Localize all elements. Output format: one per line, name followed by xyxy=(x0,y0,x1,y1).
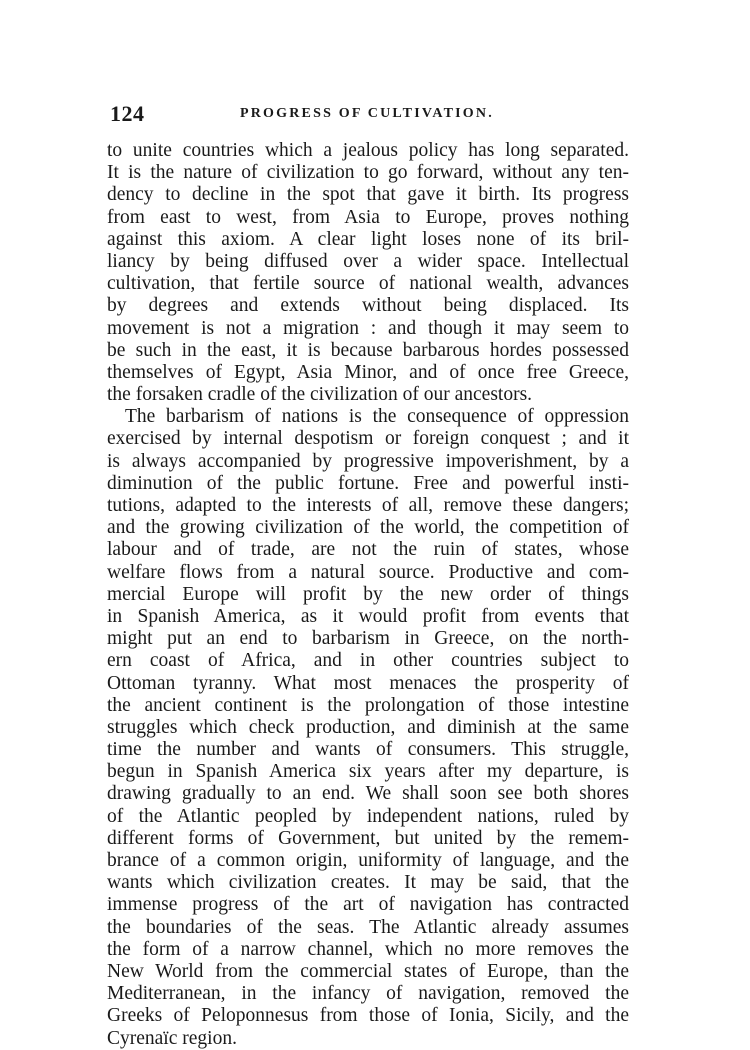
text-line: might put an end to barbarism in Greece, on the north- xyxy=(107,628,629,650)
text-line: labour and of trade, are not the ruin of states, whose xyxy=(107,539,629,561)
text-line: New World from the commercial states of Europe, than the xyxy=(107,960,629,982)
text-line: against this axiom. A clear light loses none of its bril- xyxy=(107,228,629,250)
running-title: PROGRESS OF CULTIVATION. xyxy=(240,106,494,121)
text-line: by degrees and extends without being displaced. Its xyxy=(107,295,629,317)
text-line: be such in the east, it is because barbarous hordes possessed xyxy=(107,339,629,361)
text-line: themselves of Egypt, Asia Minor, and of once free Greece, xyxy=(107,361,629,383)
text-line: Mediterranean, in the infancy of navigation, removed the xyxy=(107,983,629,1005)
text-line: ern coast of Africa, and in other countries subject to xyxy=(107,650,629,672)
text-line: struggles which check production, and diminish at the same xyxy=(107,716,629,738)
text-line: diminution of the public fortune. Free and powerful insti- xyxy=(107,472,629,494)
text-line: liancy by being diffused over a wider space. Intellectual xyxy=(107,250,629,272)
paragraph-end-line: Cyrenaïc region. xyxy=(107,1027,237,1049)
text-line: It is the nature of civilization to go forward, without any ten- xyxy=(107,162,629,184)
text-line: immense progress of the art of navigation has contracted xyxy=(107,894,629,916)
text-line: and the growing civilization of the world, the competition of xyxy=(107,517,629,539)
text-line: to unite countries which a jealous policy has long separated. xyxy=(107,140,629,161)
text-line: wants which civilization creates. It may be said, that the xyxy=(107,872,629,894)
text-line: is always accompanied by progressive impoverishment, by a xyxy=(107,450,629,472)
running-head xyxy=(110,101,630,127)
text-line: cultivation, that fertile source of national wealth, advances xyxy=(107,273,629,295)
text-line: the ancient continent is the prolongation of those intestine xyxy=(107,694,629,716)
text-line: the boundaries of the seas. The Atlantic already assumes xyxy=(107,916,629,938)
paragraph-end-line: the forsaken cradle of the civilization of our ancestors. xyxy=(107,384,533,406)
text-line: in Spanish America, as it would profit from events that xyxy=(107,605,629,627)
text-line: movement is not a migration : and though it may seem to xyxy=(107,317,629,339)
text-line: Greeks of Peloponnesus from those of Ionia, Sicily, and the xyxy=(107,1005,629,1027)
text-line: of the Atlantic peopled by independent nations, ruled by xyxy=(107,805,629,827)
paragraph-start-line: The barbarism of nations is the consequence of oppression xyxy=(125,406,629,428)
page-number: 124 xyxy=(110,101,145,126)
text-line: brance of a common origin, uniformity of language, and the xyxy=(107,850,629,871)
text-line: mercial Europe will profit by the new order of things xyxy=(107,583,629,605)
text-line: different forms of Government, but united by the remem- xyxy=(107,827,629,849)
text-line: welfare flows from a natural source. Productive and com- xyxy=(107,561,629,583)
text-line: the form of a narrow channel, which no more removes the xyxy=(107,938,629,960)
text-line: from east to west, from Asia to Europe, proves nothing xyxy=(107,206,629,228)
text-line: tutions, adapted to the interests of all, remove these dangers; xyxy=(107,495,629,516)
text-line: time the number and wants of consumers. This struggle, xyxy=(107,739,629,761)
body-text xyxy=(107,140,629,1050)
text-line: drawing gradually to an end. We shall soon see both shores xyxy=(107,783,629,805)
text-line: begun in Spanish America six years after my departure, is xyxy=(107,761,629,783)
text-line: dency to decline in the spot that gave it birth. Its progress xyxy=(107,184,629,206)
text-line: Ottoman tyranny. What most menaces the prosperity of xyxy=(107,672,629,694)
text-line: exercised by internal despotism or foreign conquest ; and it xyxy=(107,428,629,450)
